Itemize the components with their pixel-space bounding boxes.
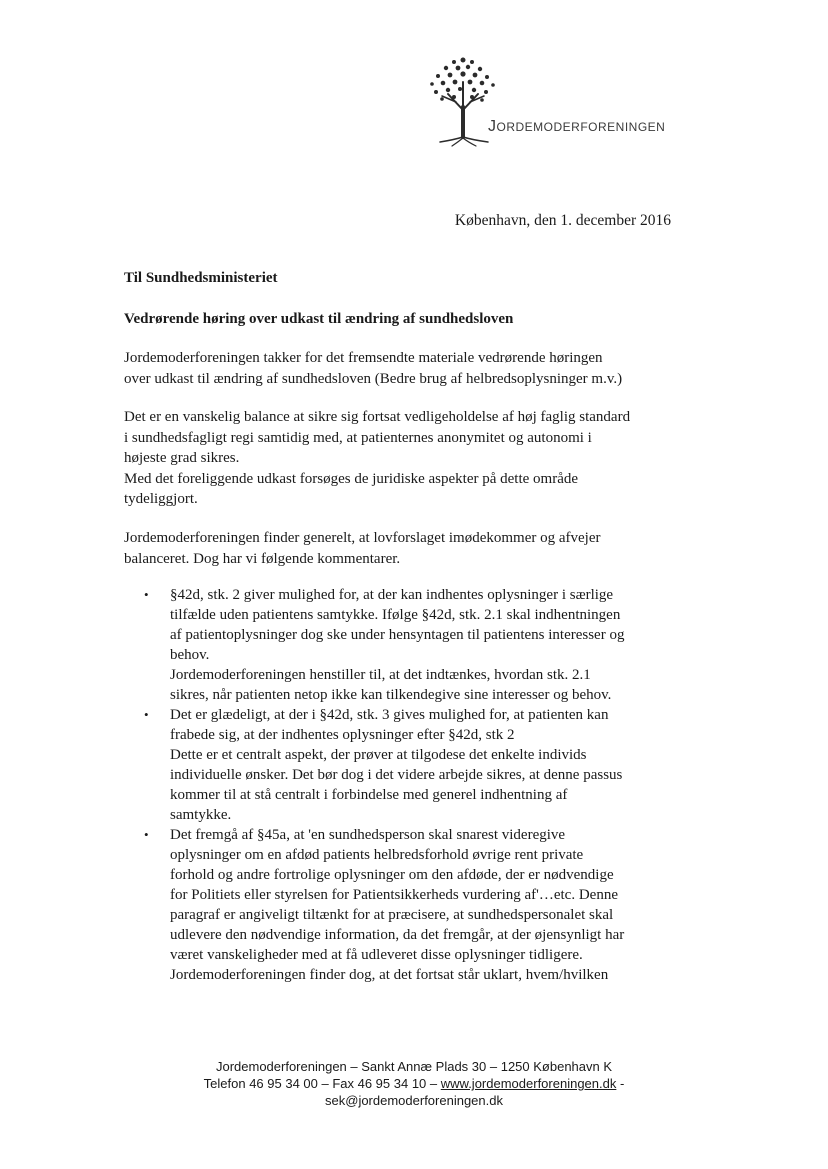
text-line: højeste grad sikres. (124, 450, 240, 466)
brand-initial: J (488, 118, 497, 135)
text-line: udlevere den nødvendige information, da det fremgår, at der øjensynligt har (170, 927, 625, 943)
list-item (124, 585, 684, 705)
footer-address: Jordemoderforeningen – Sankt Annæ Plads 30 – 1250 København K (215, 1059, 613, 1074)
comment-list (124, 585, 684, 985)
text-line: balanceret. Dog har vi følgende kommentarer. (124, 550, 401, 567)
website-link[interactable]: www.jordemoderforeningen.dk (440, 1076, 617, 1091)
text-line: Det fremgå af §45a, at 'en sundhedsperson skal snarest videregive (170, 827, 566, 843)
text-line: kommer til at stå centralt i forbindelse med generel indhentning af (170, 787, 568, 803)
footer-phone-fax: Telefon 46 95 34 00 – Fax 46 95 34 10 – (203, 1076, 441, 1091)
text-line: for Politiets eller styrelsen for Patientsikkerheds vurdering af'…etc. Denne (170, 887, 618, 903)
organization-name (488, 118, 665, 136)
paragraph-balance (124, 407, 684, 510)
text-line: Med det foreliggende udkast forsøges de juridiske aspekter på dette område (124, 470, 579, 487)
text-line: samtykke. (170, 807, 232, 823)
text-line: Jordemoderforeningen finder generelt, at lovforslaget imødekommer og afvejer (124, 530, 601, 546)
bullet-icon: • (144, 707, 149, 722)
bullet-icon: • (144, 587, 149, 602)
text-line: Dette er et centralt aspekt, der prøver at tilgodese det enkelte individs (170, 747, 587, 763)
paragraph-general (124, 528, 684, 569)
text-line: Det er en vanskelig balance at sikre sig fortsat vedligeholdelse af høj faglig standard (124, 409, 631, 425)
text-line: Jordemoderforeningen henstiller til, at det indtænkes, hvordan stk. 2.1 (170, 667, 591, 683)
list-item (124, 705, 684, 825)
text-line: Jordemoderforeningen takker for det fremsendte materiale vedrørende høringen (124, 350, 603, 366)
brand-rest: ORDEMODERFORENINGEN (496, 120, 666, 134)
text-line: i sundhedsfagligt regi samtidig med, at patienternes anonymitet og autonomi i (124, 429, 592, 446)
text-line: tilfælde uden patientens samtykke. Ifølge §42d, stk. 2.1 skal indhentningen (170, 607, 621, 623)
text-line: individuelle ønsker. Det bør dog i det videre arbejde sikres, at denne passus (170, 767, 623, 783)
text-line: over udkast til ændring af sundhedsloven (Bedre brug af helbredsoplysninger m.v.) (124, 370, 623, 387)
text-line: været vanskeligheder med at få udleveret disse oplysninger tidligere. (170, 947, 583, 963)
text-line: Jordemoderforeningen finder dog, at det fortsat står uklart, hvem/hvilken (170, 967, 609, 983)
letter-date: København, den 1. december 2016 (454, 212, 671, 229)
subject-line: Vedrørende høring over udkast til ændring af sundhedsloven (124, 311, 514, 327)
text-line: af patientoplysninger dog ske under hensyntagen til patientens interesser og (170, 627, 625, 643)
text-line: frabede sig, at der indhentes oplysninger efter §42d, stk 2 (170, 727, 515, 743)
footer-separator: - (616, 1076, 625, 1091)
text-line: forhold og andre fortrolige oplysninger om den afdøde, der er nødvendige (170, 867, 614, 883)
text-line: paragraf er angiveligt tiltænkt for at præcisere, at sundhedspersonalet skal (170, 907, 614, 923)
list-item (124, 825, 684, 985)
text-line: behov. (170, 647, 210, 663)
text-line: Det er glædeligt, at der i §42d, stk. 3 gives mulighed for, at patienten kan (170, 707, 609, 723)
bullet-icon: • (144, 827, 149, 842)
text-line: sikres, når patienten netop ikke kan tilkendegive sine interesser og behov. (170, 687, 612, 703)
footer-email[interactable]: sek@jordemoderforeningen.dk (325, 1093, 503, 1108)
footer-contact (0, 1075, 828, 1092)
text-line: tydeliggjort. (124, 491, 198, 507)
text-line: oplysninger om en afdød patients helbredsforhold øvrige rent private (170, 847, 584, 863)
letter-footer (0, 1058, 828, 1109)
paragraph-intro (124, 348, 684, 389)
text-line: §42d, stk. 2 giver mulighed for, at der kan indhentes oplysninger i særlige (170, 587, 614, 603)
recipient: Til Sundhedsministeriet (124, 270, 278, 286)
